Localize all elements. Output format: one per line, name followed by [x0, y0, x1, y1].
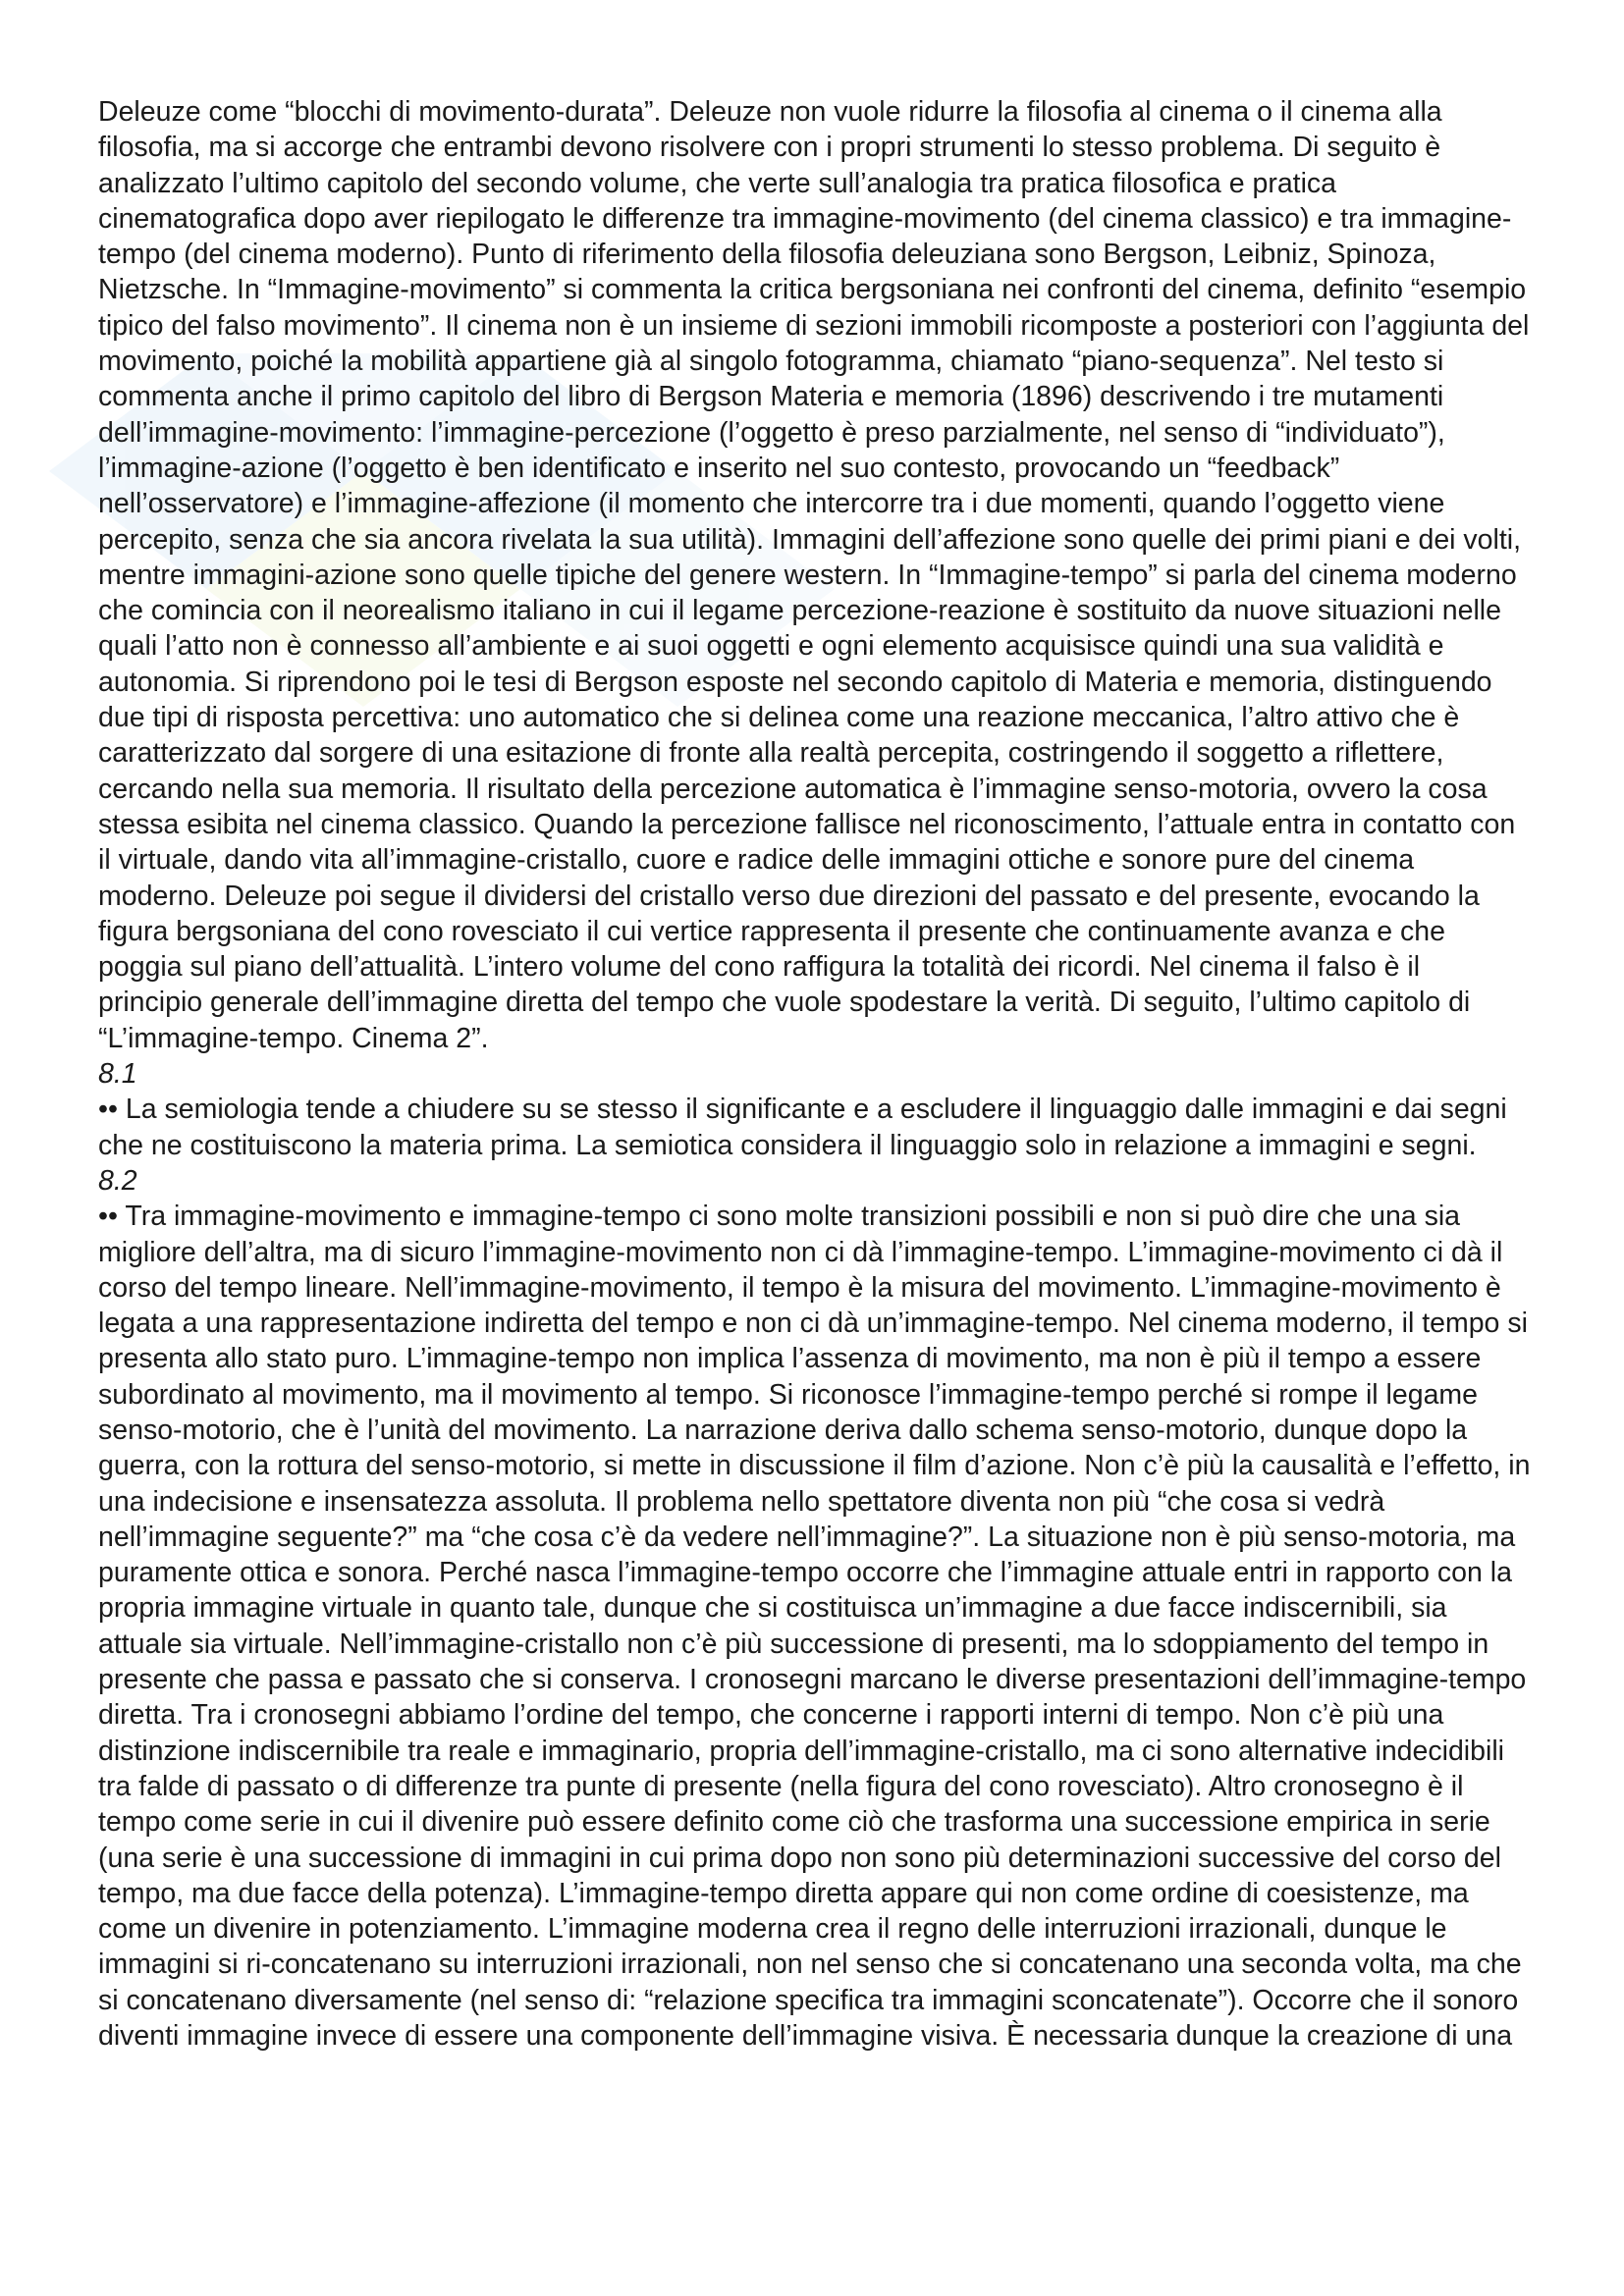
section-number-8-1: 8.1 [98, 1058, 137, 1091]
section-8-1-text: •• La semiologia tende a chiudere su se stesso il significante e a escludere il linguaggio dalle immagini e dai segni che ne costituiscono la materia prima. La semiotica considera il linguaggio solo in relazione a immagini e segni. [98, 1094, 1507, 1161]
intro-paragraph: Deleuze come “blocchi di movimento-durata”. Deleuze non vuole ridurre la filosofia al cinema o il cinema alla filosofia, ma si accorge che entrambi devono risolvere con i propri strumenti lo stesso problema. Di seguito è analizzato l’ultimo capitolo del secondo volume, che verte sull’analogia tra pratica filosofica e pratica cinematografica dopo aver riepilogato le differenze tra immagine-movimento (del cinema classico) e tra immagine-tempo (del cinema moderno). Punto di riferimento della filosofia deleuziana sono Bergson, Leibniz, Spinoza, Nietzsche. In “Immagine-movimento” si commenta la critica bergsoniana nei confronti del cinema, definito “esempio tipico del falso movimento”. Il cinema non è un insieme di sezioni immobili ricomposte a posteriori con l’aggiunta del movimento, poiché la mobilità appartiene già al singolo fotogramma, chiamato “piano-sequenza”. Nel testo si commenta anche il primo capitolo del libro di Bergson Materia e memoria (1896) descrivendo i tre mutamenti dell’immagine-movimento: l’immagine-percezione (l’oggetto è preso parzialmente, nel senso di “individuato”), l’immagine-azione (l’oggetto è ben identificato e inserito nel suo contesto, provocando un “feedback” nell’osservatore) e l’immagine-affezione (il momento che intercorre tra i due momenti, quando l’oggetto viene percepito, senza che sia ancora rivelata la sua utilità). Immagini dell’affezione sono quelle dei primi piani e dei volti, mentre immagini-azione sono quelle tipiche del genere western. In “Immagine-tempo” si parla del cinema moderno che comincia con il neorealismo italiano in cui il legame percezione-reazione è sostituito da nuove situazioni nelle quali l’atto non è connesso all’ambiente e ai suoi oggetti e ogni elemento acquisisce quindi una sua validità e autonomia. Si riprendono poi le tesi di Bergson esposte nel secondo capitolo di Materia e memoria, distinguendo due tipi di risposta percettiva: uno automatico che si delinea come una reazione meccanica, l’altro attivo che è caratterizzato dal sorgere di una esitazione di fronte alla realtà percepita, costringendo il soggetto a riflettere, cercando nella sua memoria. Il risultato della percezione automatica è l’immagine senso-motoria, ovvero la cosa stessa esibita nel cinema classico. Quando la percezione fallisce nel riconoscimento, l’attuale entra in contatto con il virtuale, dando vita all’immagine-cristallo, cuore e radice delle immagini ottiche e sonore pure del cinema moderno. Deleuze poi segue il dividersi del cristallo verso due direzioni del passato e del presente, evocando la figura bergsoniana del cono rovesciato il cui vertice rappresenta il presente che continuamente avanza e che poggia sul piano dell’attualità. L’intero volume del cono raffigura la totalità dei ricordi. Nel cinema il falso è il principio generale dell’immagine diretta del tempo che vuole spodestare la verità. Di seguito, l’ultimo capitolo di “L’immagine-tempo. Cinema 2”. [98, 96, 1530, 1054]
document-page [98, 94, 1532, 2054]
section-8-2-text: •• Tra immagine-movimento e immagine-tempo ci sono molte transizioni possibili e non si può dire che una sia migliore dell’altra, ma di sicuro l’immagine-movimento non ci dà l’immagine-tempo. L’immagine-movimento ci dà il corso del tempo lineare. Nell’immagine-movimento, il tempo è la misura del movimento. L’immagine-movimento è legata a una rappresentazione indiretta del tempo e non ci dà un’immagine-tempo. Nel cinema moderno, il tempo si presenta allo stato puro. L’immagine-tempo non implica l’assenza di movimento, ma non è più il tempo a essere subordinato al movimento, ma il movimento al tempo. Si riconosce l’immagine-tempo perché si rompe il legame senso-motorio, che è l’unità del movimento. La narrazione deriva dallo schema senso-motorio, dunque dopo la guerra, con la rottura del senso-motorio, si mette in discussione il film d’azione. Non c’è più la causalità e l’effetto, in una indecisione e insensatezza assoluta. Il problema nello spettatore diventa non più “che cosa si vedrà nell’immagine seguente?” ma “che cosa c’è da vedere nell’immagine?”. La situazione non è più senso-motoria, ma puramente ottica e sonora. Perché nasca l’immagine-tempo occorre che l’immagine attuale entri in rapporto con la propria immagine virtuale in quanto tale, dunque che si costituisca un’immagine a due facce indiscernibili, sia attuale sia virtuale. Nell’immagine-cristallo non c’è più successione di presenti, ma lo sdoppiamento del tempo in presente che passa e passato che si conserva. I cronosegni marcano le diverse presentazioni dell’immagine-tempo diretta. Tra i cronosegni abbiamo l’ordine del tempo, che concerne i rapporti interni di tempo. Non c’è più una distinzione indiscernibile tra reale e immaginario, propria dell’immagine-cristallo, ma ci sono alternative indecidibili tra falde di passato o di differenze tra punte di presente (nella figura del cono rovesciato). Altro cronosegno è il tempo come serie in cui il divenire può essere definito come ciò che trasforma una successione empirica in serie (una serie è una successione di immagini in cui prima dopo non sono più determinazioni successive del corso del tempo, ma due facce della potenza). L’immagine-tempo diretta appare qui non come ordine di coesistenze, ma come un divenire in potenziamento. L’immagine moderna crea il regno delle interruzioni irrazionali, dunque le immagini si ri-concatenano su interruzioni irrazionali, non nel senso che si concatenano una seconda volta, ma che si concatenano diversamente (nel senso di: “relazione specifica tra immagini sconcatenate”). Occorre che il sonoro diventi immagine invece di essere una componente dell’immagine visiva. È necessaria dunque la creazione di una [98, 1201, 1531, 2053]
section-number-8-2: 8.2 [98, 1164, 137, 1197]
